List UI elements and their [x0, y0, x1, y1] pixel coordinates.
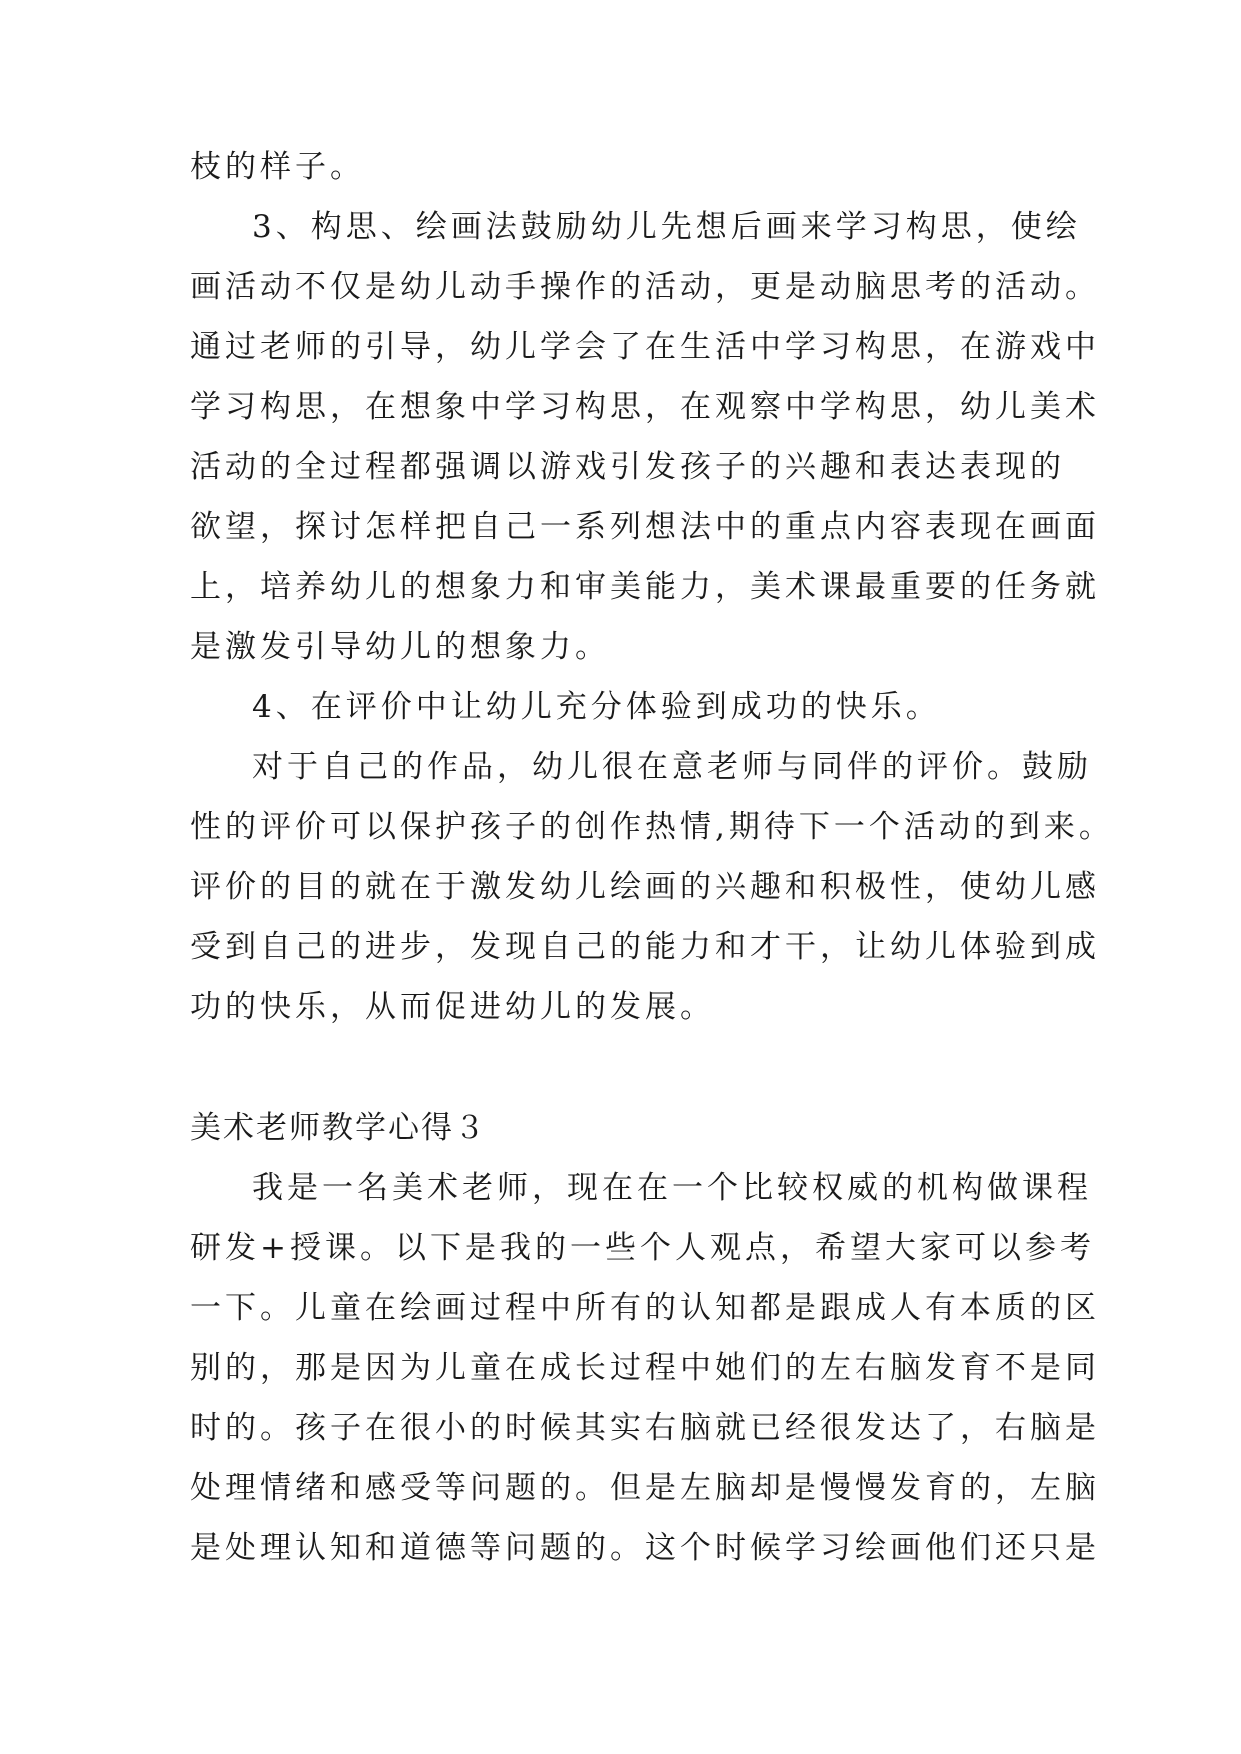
text-line: 枝的样子。 [190, 149, 365, 185]
text-line: 通过老师的引导，幼儿学会了在生活中学习构思，在游戏中 [190, 329, 1100, 365]
text-line: 处理情绪和感受等问题的。但是左脑却是慢慢发育的，左脑 [190, 1470, 1100, 1506]
text-line: 一下。儿童在绘画过程中所有的认知都是跟成人有本质的区 [190, 1290, 1100, 1326]
text-line: 评价的目的就在于激发幼儿绘画的兴趣和积极性，使幼儿感 [190, 869, 1100, 905]
text-line: 3、构思、绘画法鼓励幼儿先想后画来学习构思，使绘 [252, 209, 1081, 245]
text-line: 是激发引导幼儿的想象力。 [190, 629, 610, 665]
text-line: 功的快乐，从而促进幼儿的发展。 [190, 989, 715, 1025]
text-line: 是处理认知和道德等问题的。这个时候学习绘画他们还只是 [190, 1530, 1100, 1566]
text-line: 活动的全过程都强调以游戏引发孩子的兴趣和表达表现的 [190, 449, 1065, 485]
text-line: 我是一名美术老师，现在在一个比较权威的机构做课程 [252, 1170, 1092, 1206]
text-line: 性的评价可以保护孩子的创作热情,期待下一个活动的到来。 [190, 809, 1114, 845]
text-line: 时的。孩子在很小的时候其实右脑就已经很发达了，右脑是 [190, 1410, 1100, 1446]
text-line: 4、在评价中让幼儿充分体验到成功的快乐。 [252, 689, 941, 725]
section-heading: 美术老师教学心得３ [190, 1110, 487, 1146]
text-line: 对于自己的作品，幼儿很在意老师与同伴的评价。鼓励 [252, 749, 1092, 785]
text-line: 受到自己的进步，发现自己的能力和才干，让幼儿体验到成 [190, 929, 1100, 965]
text-line: 画活动不仅是幼儿动手操作的活动，更是动脑思考的活动。 [190, 269, 1100, 305]
text-line: 上，培养幼儿的想象力和审美能力，美术课最重要的任务就 [190, 569, 1100, 605]
text-line: 别的，那是因为儿童在成长过程中她们的左右脑发育不是同 [190, 1350, 1100, 1386]
text-line: 研发+授课。以下是我的一些个人观点，希望大家可以参考 [190, 1230, 1095, 1266]
text-line: 学习构思，在想象中学习构思，在观察中学构思，幼儿美术 [190, 389, 1100, 425]
text-line: 欲望，探讨怎样把自己一系列想法中的重点内容表现在画面 [190, 509, 1100, 545]
